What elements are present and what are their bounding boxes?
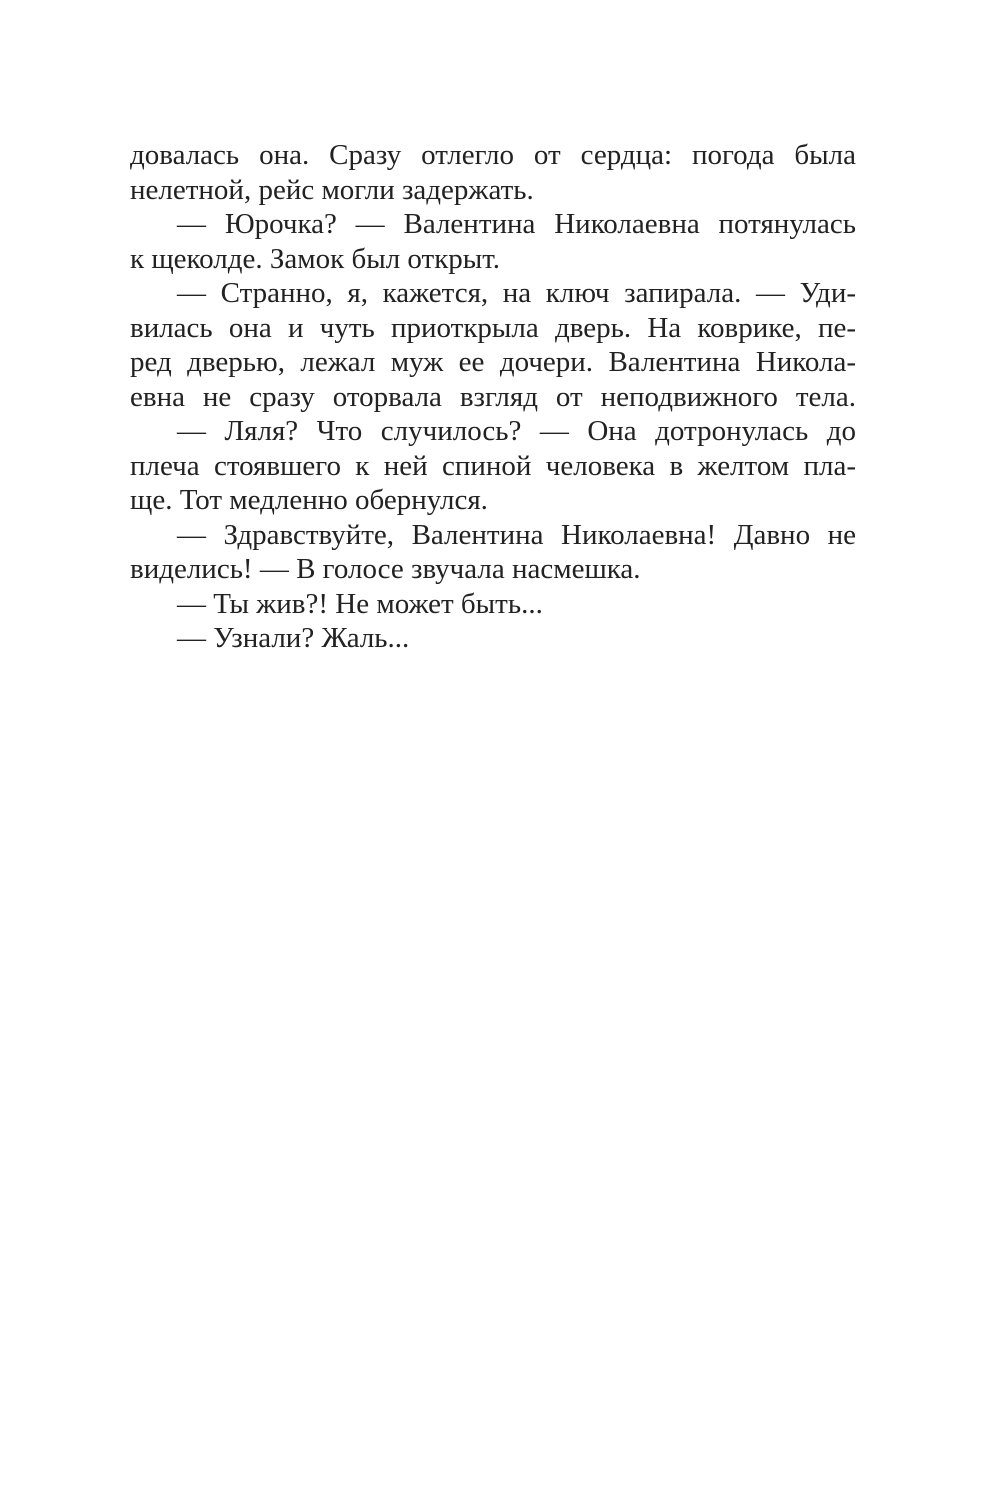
text-line: — Здравствуйте, Валентина Николаевна! Давно не: [177, 518, 856, 551]
text-line: к щеколде. Замок был открыт.: [130, 242, 501, 275]
text-line: евна не сразу оторвала взгляд от неподвижного тела.: [130, 380, 856, 413]
text-line: нелетной, рейс могли задержать.: [130, 173, 534, 206]
page-text: [130, 138, 856, 656]
text-line: плеча стоявшего к ней спиной человека в желтом пла-: [130, 449, 856, 482]
text-line: — Ты жив?! Не может быть...: [177, 587, 543, 620]
text-line: ще. Тот медленно обернулся.: [130, 484, 488, 516]
text-line: вилась она и чуть приоткрыла дверь. На коврике, пе-: [130, 311, 856, 344]
text-line: ред дверью, лежал муж ее дочери. Валентина Никола-: [130, 346, 856, 378]
text-line: — Юрочка? — Валентина Николаевна потянулась: [177, 208, 856, 240]
text-line: виделись! — В голосе звучала насмешка.: [130, 553, 641, 585]
text-line: — Узнали? Жаль...: [177, 622, 410, 654]
text-line: — Странно, я, кажется, на ключ запирала. — Уди-: [177, 277, 856, 309]
text-line: — Ляля? Что случилось? — Она дотронулась до: [177, 415, 856, 447]
text-line: довалась она. Сразу отлегло от сердца: погода была: [130, 139, 856, 171]
